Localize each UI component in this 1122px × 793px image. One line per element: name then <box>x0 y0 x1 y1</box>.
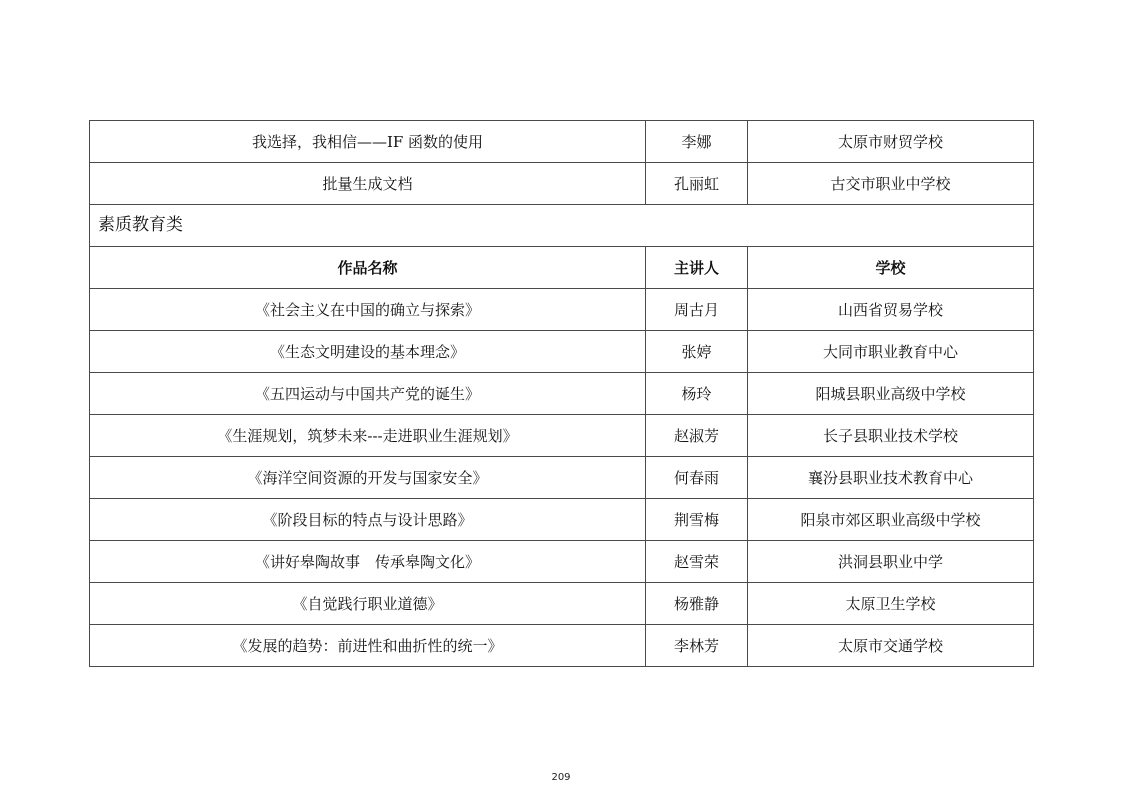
speaker-name: 荆雪梅 <box>646 499 748 541</box>
work-title: 《发展的趋势：前进性和曲折性的统一》 <box>90 625 646 667</box>
speaker-name: 周古月 <box>646 289 748 331</box>
school-name: 太原市财贸学校 <box>748 121 1034 163</box>
school-name: 洪洞县职业中学 <box>748 541 1034 583</box>
work-title: 批量生成文档 <box>90 163 646 205</box>
speaker-name: 赵淑芳 <box>646 415 748 457</box>
work-title: 《生涯规划，筑梦未来---走进职业生涯规划》 <box>90 415 646 457</box>
table-row <box>90 121 1034 163</box>
work-title: 我选择，我相信——IF 函数的使用 <box>90 121 646 163</box>
speaker-name: 李林芳 <box>646 625 748 667</box>
speaker-name: 赵雪荣 <box>646 541 748 583</box>
table-row <box>90 163 1034 205</box>
table-row <box>90 331 1034 373</box>
school-name: 大同市职业教育中心 <box>748 331 1034 373</box>
table-header-row <box>90 247 1034 289</box>
school-name: 太原市交通学校 <box>748 625 1034 667</box>
work-title: 《海洋空间资源的开发与国家安全》 <box>90 457 646 499</box>
work-title: 《阶段目标的特点与设计思路》 <box>90 499 646 541</box>
speaker-name: 杨雅静 <box>646 583 748 625</box>
table-row <box>90 499 1034 541</box>
school-name: 古交市职业中学校 <box>748 163 1034 205</box>
table-row <box>90 373 1034 415</box>
table-row <box>90 583 1034 625</box>
work-title: 《五四运动与中国共产党的诞生》 <box>90 373 646 415</box>
school-name: 太原卫生学校 <box>748 583 1034 625</box>
section-row <box>90 205 1034 247</box>
school-name: 阳城县职业高级中学校 <box>748 373 1034 415</box>
speaker-name: 杨玲 <box>646 373 748 415</box>
section-title: 素质教育类 <box>90 205 1034 247</box>
school-name: 襄汾县职业技术教育中心 <box>748 457 1034 499</box>
table-row <box>90 625 1034 667</box>
page-number: 209 <box>551 772 571 783</box>
school-name: 阳泉市郊区职业高级中学校 <box>748 499 1034 541</box>
speaker-name: 孔丽虹 <box>646 163 748 205</box>
school-name: 长子县职业技术学校 <box>748 415 1034 457</box>
work-title: 《社会主义在中国的确立与探索》 <box>90 289 646 331</box>
work-title: 《讲好皋陶故事 传承皋陶文化》 <box>90 541 646 583</box>
table-row <box>90 541 1034 583</box>
awards-table <box>89 120 1034 667</box>
school-name: 山西省贸易学校 <box>748 289 1034 331</box>
work-title: 《生态文明建设的基本理念》 <box>90 331 646 373</box>
speaker-name: 何春雨 <box>646 457 748 499</box>
work-title: 《自觉践行职业道德》 <box>90 583 646 625</box>
table-row <box>90 289 1034 331</box>
speaker-name: 张婷 <box>646 331 748 373</box>
column-header-title: 作品名称 <box>90 247 646 289</box>
table-row <box>90 457 1034 499</box>
column-header-school: 学校 <box>748 247 1034 289</box>
table-row <box>90 415 1034 457</box>
speaker-name: 李娜 <box>646 121 748 163</box>
column-header-speaker: 主讲人 <box>646 247 748 289</box>
